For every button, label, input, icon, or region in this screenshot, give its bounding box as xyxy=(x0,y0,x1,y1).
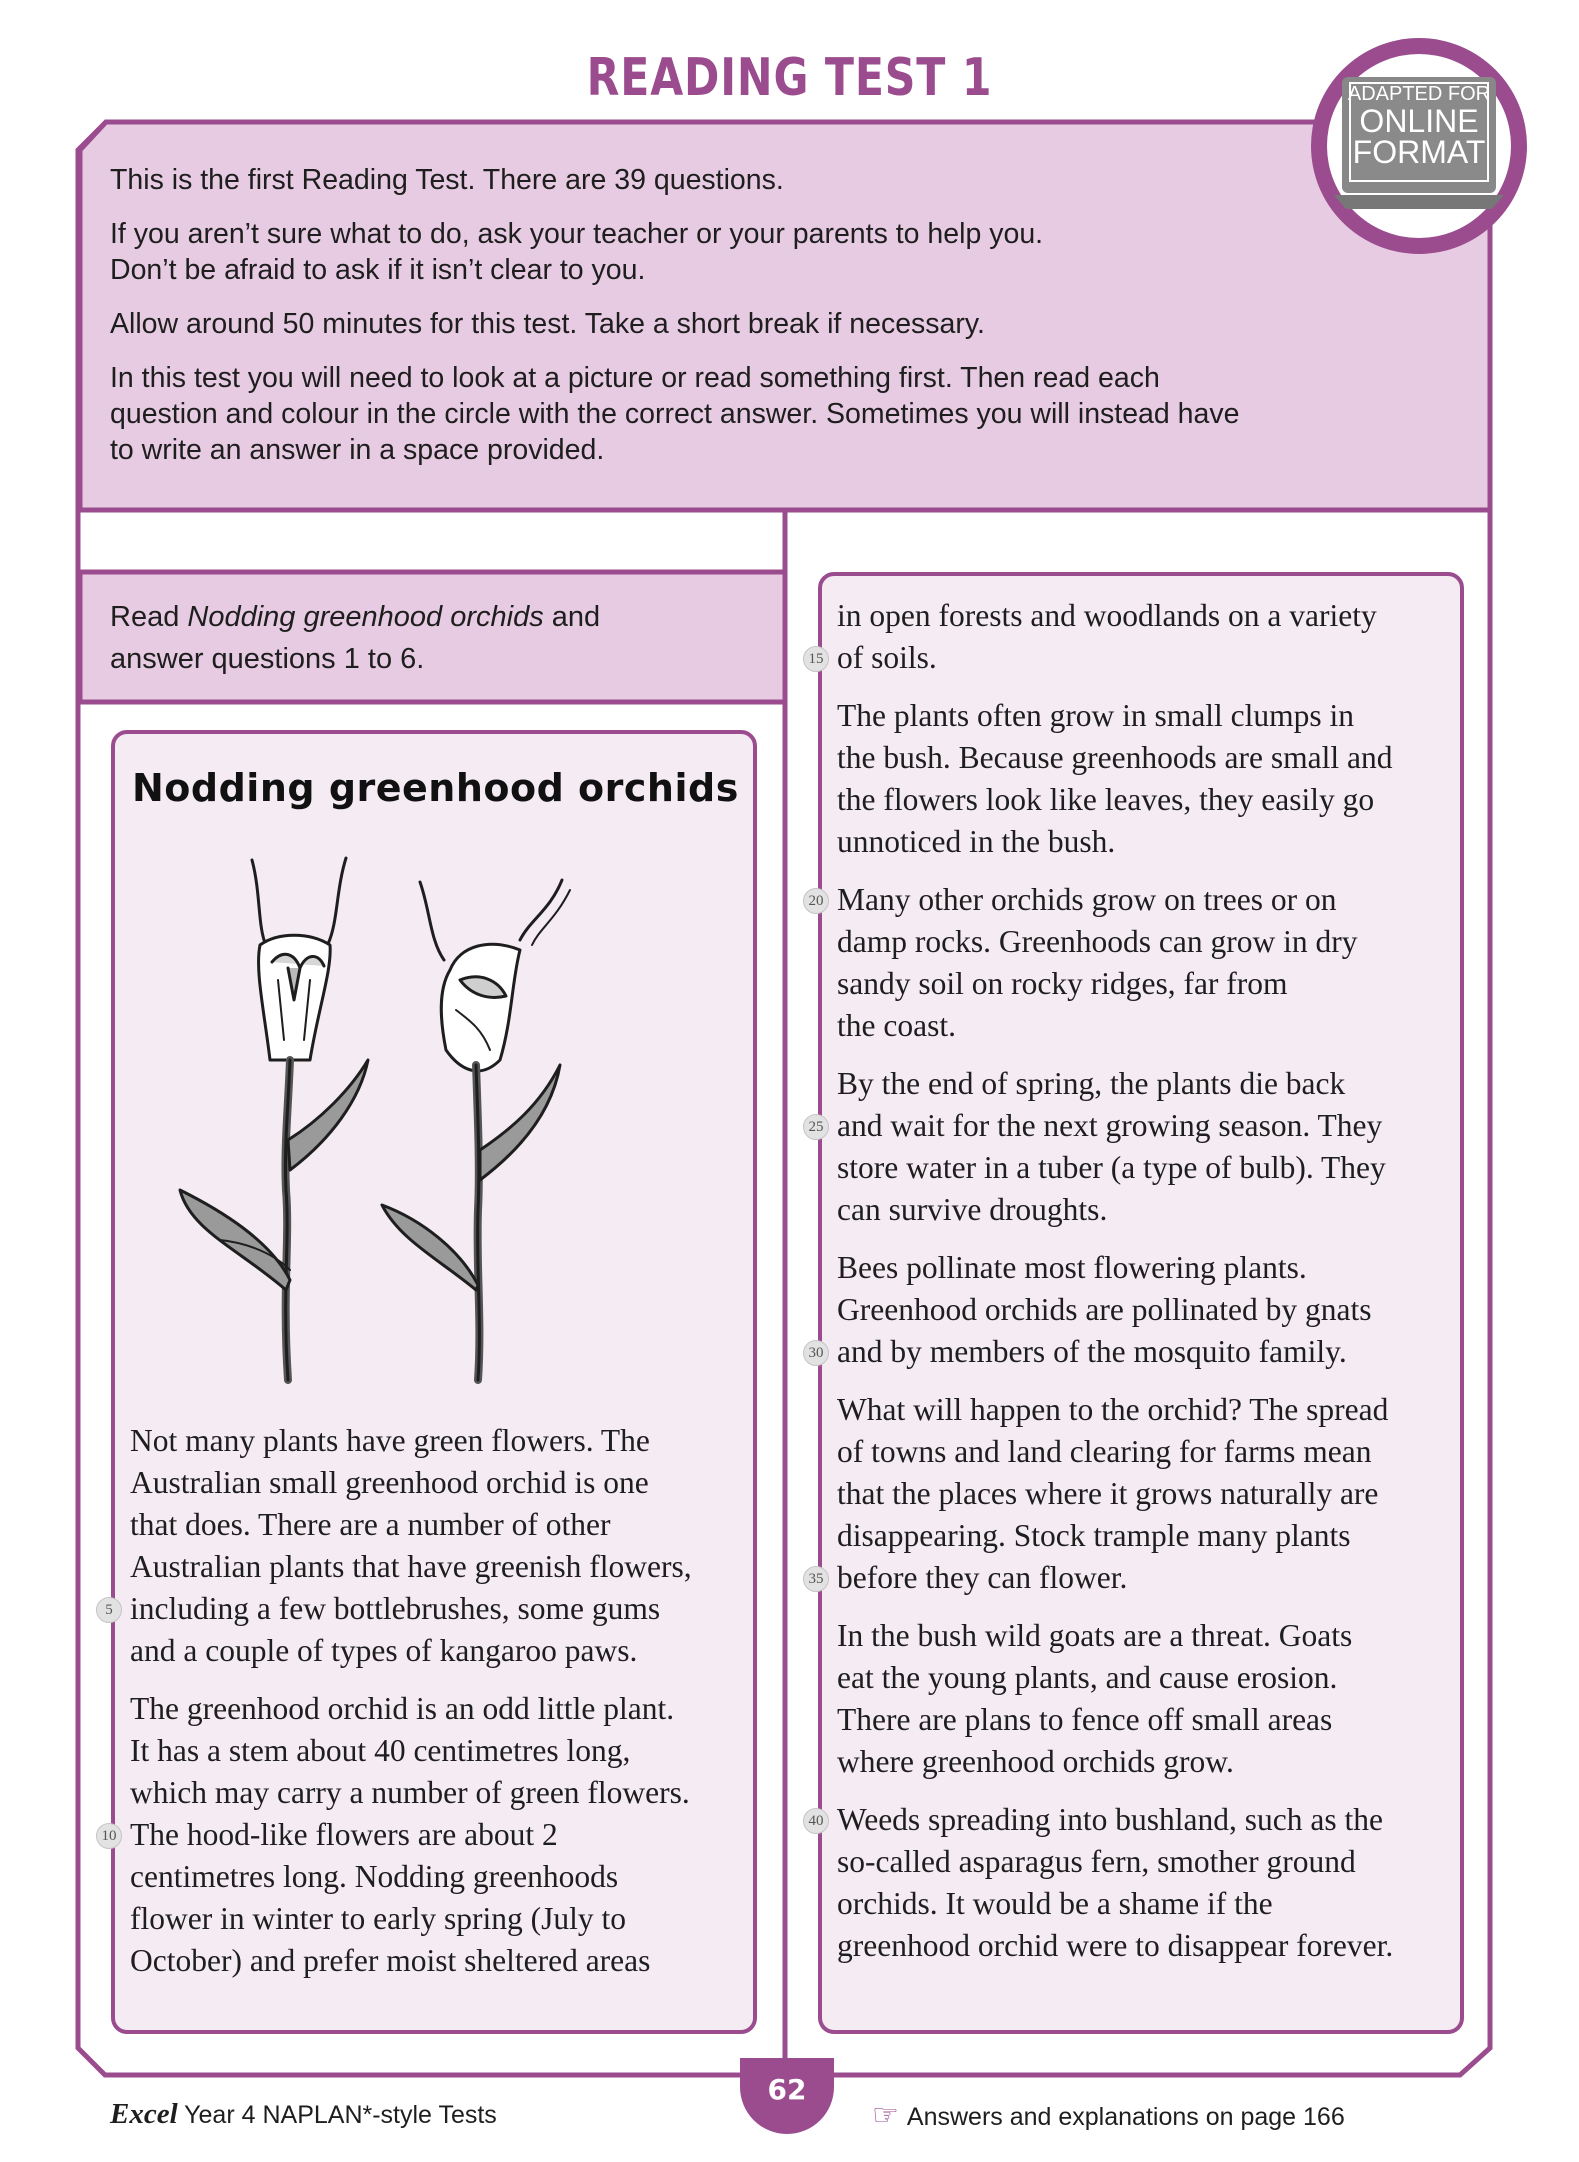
answers-reference: ☞ Answers and explanations on page 166 xyxy=(872,2099,1345,2132)
passage-paragraph xyxy=(837,1615,1457,1783)
passage-paragraph xyxy=(808,879,1457,1047)
line-number: 15 xyxy=(803,646,829,672)
passage-line: and a couple of types of kangaroo paws. xyxy=(130,1633,638,1668)
passage-title: Nodding greenhood orchids xyxy=(132,766,739,810)
passage-paragraph xyxy=(105,1420,750,1672)
line-number: 35 xyxy=(803,1566,829,1592)
passage-column-right xyxy=(808,595,1457,1983)
pointing-hand-icon: ☞ xyxy=(872,2099,899,2132)
line-number: 40 xyxy=(803,1808,829,1834)
passage-line: 25 and wait for the next growing season. They xyxy=(837,1105,1457,1147)
passage-line: disappearing. Stock trample many plants xyxy=(837,1518,1351,1553)
passage-line: that the places where it grows naturally are xyxy=(837,1476,1379,1511)
intro-paragraph: This is the first Reading Test. There are 39 questions. xyxy=(110,164,784,196)
passage-line: eat the young plants, and cause erosion. xyxy=(837,1660,1338,1695)
passage-line: The plants often grow in small clumps in xyxy=(837,698,1355,733)
passage-line: 10 The hood-like flowers are about 2 xyxy=(130,1814,750,1856)
line-number: 30 xyxy=(803,1340,829,1366)
badge-text: ADAPTED FOR ONLINE FORMAT xyxy=(1347,83,1491,170)
passage-line: October) and prefer moist sheltered areas xyxy=(130,1943,651,1978)
orchid-leaf xyxy=(180,1190,290,1290)
passage-line: in open forests and woodlands on a variety xyxy=(837,598,1377,633)
passage-line: which may carry a number of green flowers. xyxy=(130,1775,690,1810)
intro-text xyxy=(110,162,1460,486)
passage-line: damp rocks. Greenhoods can grow in dry xyxy=(837,924,1358,959)
passage-line: that does. There are a number of other xyxy=(130,1507,611,1542)
intro-paragraph: If you aren’t sure what to do, ask your teacher or your parents to help you. Don’t be afraid to ask if it isn’t clear to you. xyxy=(110,218,1044,286)
passage-paragraph xyxy=(808,1799,1457,1967)
brand-name: Excel xyxy=(110,2098,178,2130)
orchid-leaf xyxy=(288,1060,368,1170)
passage-line: unnoticed in the bush. xyxy=(837,824,1116,859)
passage-line: can survive droughts. xyxy=(837,1192,1108,1227)
passage-line: Australian small greenhood orchid is one xyxy=(130,1465,649,1500)
passage-line: the coast. xyxy=(837,1008,956,1043)
page-number: 62 xyxy=(740,2058,834,2134)
passage-paragraph xyxy=(808,1247,1457,1373)
passage-line: 30 and by members of the mosquito family. xyxy=(837,1331,1457,1373)
passage-line: Australian plants that have greenish flowers, xyxy=(130,1549,692,1584)
passage-line: sandy soil on rocky ridges, far from xyxy=(837,966,1288,1001)
passage-line: What will happen to the orchid? The spread xyxy=(837,1392,1389,1427)
passage-line: Not many plants have green flowers. The xyxy=(130,1423,650,1458)
passage-line: centimetres long. Nodding greenhoods xyxy=(130,1859,619,1894)
passage-paragraph xyxy=(808,1389,1457,1599)
orchid-leaf xyxy=(382,1205,478,1290)
passage-line: The greenhood orchid is an odd little plant. xyxy=(130,1691,675,1726)
passage-line: where greenhood orchids grow. xyxy=(837,1744,1234,1779)
orchid-tendril-left xyxy=(252,860,264,940)
passage-line: the bush. Because greenhoods are small and xyxy=(837,740,1393,775)
passage-line: store water in a tuber (a type of bulb). They xyxy=(837,1150,1386,1185)
passage-line: By the end of spring, the plants die back xyxy=(837,1066,1346,1101)
passage-paragraph xyxy=(808,595,1457,679)
orchid-leaf xyxy=(480,1065,560,1180)
footer-book-title: Excel Year 4 NAPLAN*-style Tests xyxy=(110,2098,497,2130)
passage-line: It has a stem about 40 centimetres long, xyxy=(130,1733,631,1768)
passage-line: greenhood orchid were to disappear forever. xyxy=(837,1928,1394,1963)
passage-line: There are plans to fence off small areas xyxy=(837,1702,1333,1737)
passage-line: Bees pollinate most flowering plants. xyxy=(837,1250,1307,1285)
passage-line: so-called asparagus fern, smother ground xyxy=(837,1844,1356,1879)
line-number: 5 xyxy=(96,1597,122,1623)
intro-paragraph: In this test you will need to look at a picture or read something first. Then read each question and colour in the circle with the correct answer. Sometimes you will instead have to write an answer in a space provided. xyxy=(110,362,1240,466)
passage-line: 5 including a few bottlebrushes, some gums xyxy=(130,1588,750,1630)
line-number: 20 xyxy=(803,888,829,914)
page-title: READING TEST 1 xyxy=(586,48,993,108)
line-number: 10 xyxy=(96,1823,122,1849)
passage-line: 40 Weeds spreading into bushland, such as the xyxy=(837,1799,1457,1841)
passage-line: flower in winter to early spring (July to xyxy=(130,1901,627,1936)
passage-paragraph xyxy=(101,1688,750,1982)
intro-paragraph: Allow around 50 minutes for this test. Take a short break if necessary. xyxy=(110,308,985,340)
passage-line: Greenhood orchids are pollinated by gnats xyxy=(837,1292,1372,1327)
reading-instruction: Read Nodding greenhood orchids and answer questions 1 to 6. xyxy=(110,601,601,675)
orchid-illustration xyxy=(160,850,680,1390)
passage-line: 15 of soils. xyxy=(837,637,1457,679)
orchid-hood-right xyxy=(441,944,520,1071)
passage-column-left xyxy=(101,1420,750,1998)
passage-line: 35 before they can flower. xyxy=(837,1557,1457,1599)
passage-line: 20 Many other orchids grow on trees or on xyxy=(837,879,1457,921)
passage-line: orchids. It would be a shame if the xyxy=(837,1886,1273,1921)
passage-line: of towns and land clearing for farms mean xyxy=(837,1434,1372,1469)
line-number: 25 xyxy=(803,1114,829,1140)
passage-line: In the bush wild goats are a threat. Goats xyxy=(837,1618,1353,1653)
passage-paragraph xyxy=(808,1063,1457,1231)
passage-paragraph xyxy=(837,695,1457,863)
passage-line: the flowers look like leaves, they easily go xyxy=(837,782,1375,817)
